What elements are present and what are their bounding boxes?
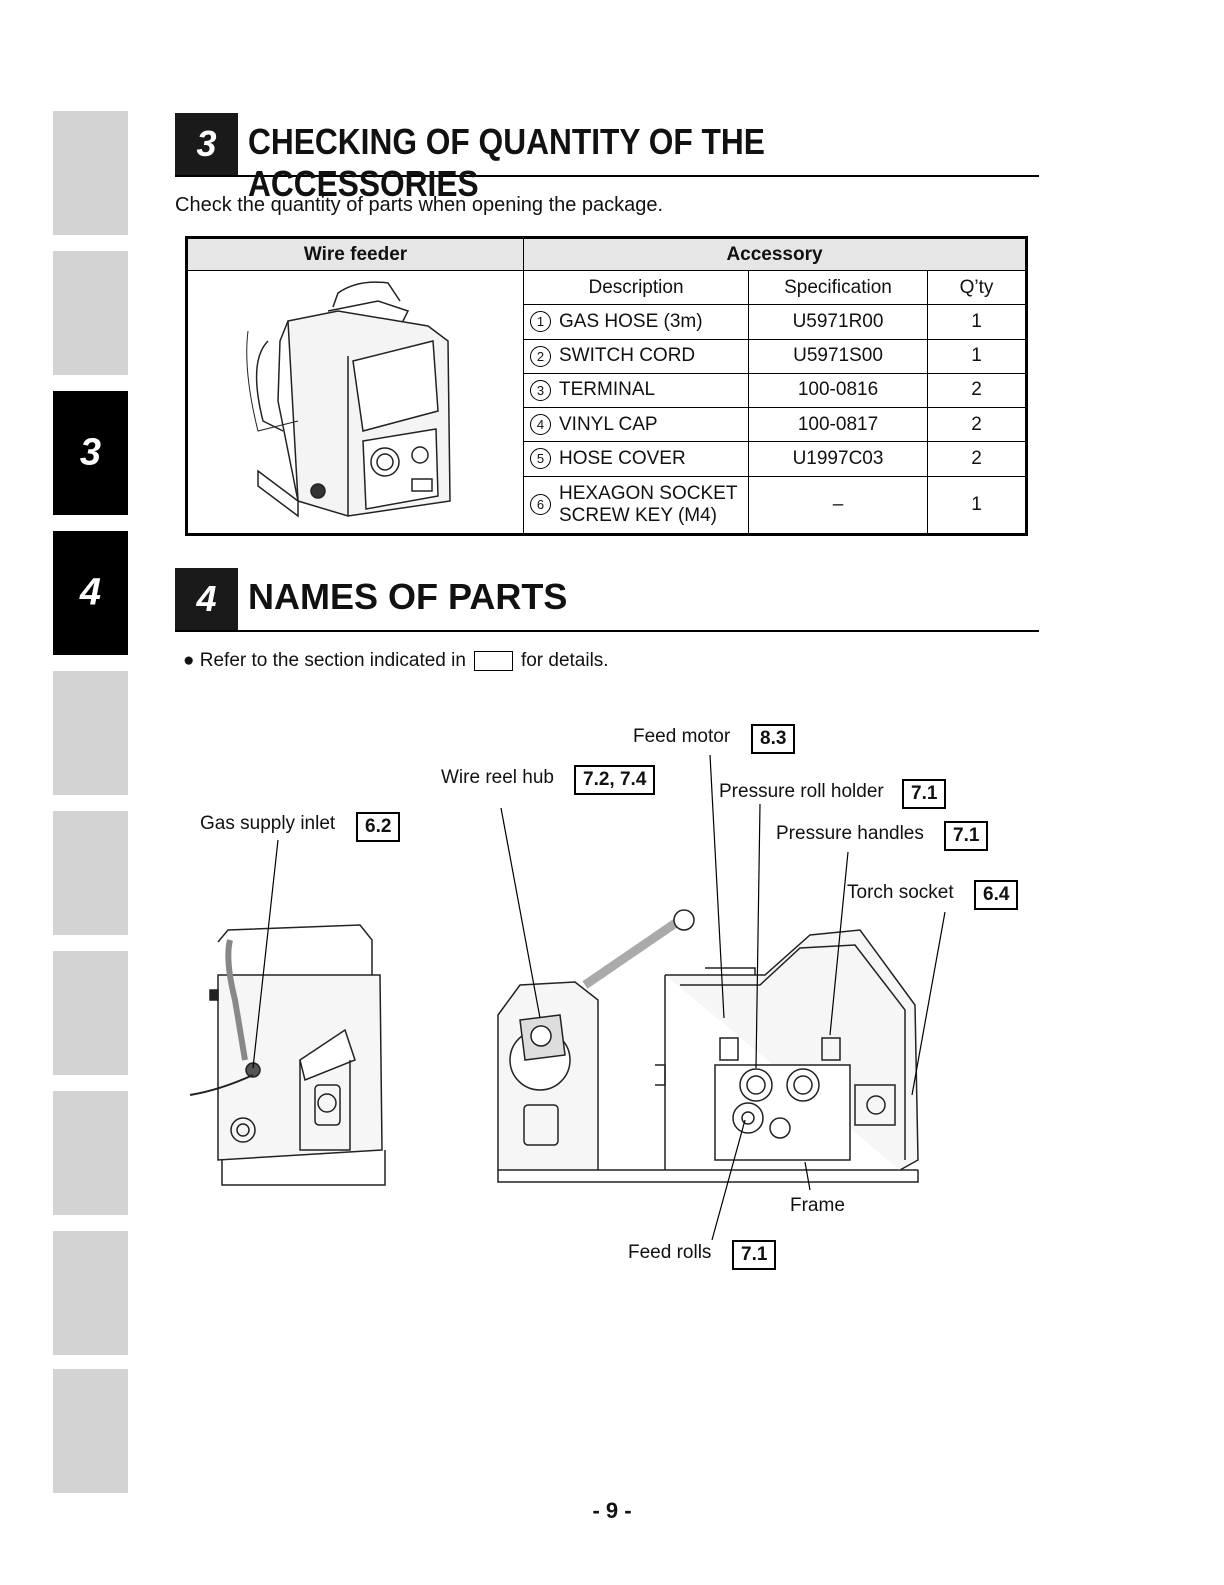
side-tab-label: 3 bbox=[79, 431, 102, 474]
section-title: CHECKING OF QUANTITY OF THE ACCESSORIES bbox=[248, 121, 765, 204]
part-label-feed-rolls: Feed rolls bbox=[628, 1242, 712, 1263]
part-ref-wire-reel-hub: 7.2, 7.4 bbox=[574, 765, 655, 795]
item-description-line1: HEXAGON SOCKET bbox=[559, 482, 738, 504]
item-spec: 100-0816 bbox=[749, 373, 928, 407]
part-label-feed-motor: Feed motor bbox=[633, 726, 731, 747]
item-description: TERMINAL bbox=[559, 379, 656, 401]
item-mark: 2 bbox=[530, 346, 551, 367]
bullet-icon: ● bbox=[183, 650, 195, 671]
item-description: GAS HOSE (3m) bbox=[559, 310, 703, 332]
item-mark: 6 bbox=[530, 494, 551, 515]
item-description: HOSE COVER bbox=[559, 447, 686, 469]
item-qty: 1 bbox=[928, 476, 1027, 535]
part-ref-gas-supply-inlet: 6.2 bbox=[356, 812, 400, 842]
page-number: - 9 - bbox=[592, 1498, 632, 1523]
header-accessory: Accessory bbox=[524, 238, 1027, 271]
side-view-drawing bbox=[190, 925, 385, 1185]
part-label-pressure-roll-holder: Pressure roll holder bbox=[719, 781, 884, 802]
section-number: 4 bbox=[175, 568, 238, 630]
item-qty: 2 bbox=[928, 373, 1027, 407]
item-spec: – bbox=[749, 476, 928, 535]
part-label-torch-socket: Torch socket bbox=[847, 882, 954, 903]
item-spec: 100-0817 bbox=[749, 408, 928, 442]
part-ref-feed-rolls: 7.1 bbox=[732, 1240, 776, 1270]
item-mark: 1 bbox=[530, 311, 551, 332]
item-spec: U1997C03 bbox=[749, 442, 928, 476]
part-ref-feed-motor: 8.3 bbox=[751, 724, 795, 754]
item-description: SWITCH CORD bbox=[559, 345, 696, 367]
item-mark: 3 bbox=[530, 380, 551, 401]
section-3-intro: Check the quantity of parts when opening the package. bbox=[175, 194, 664, 216]
part-label-gas-supply-inlet: Gas supply inlet bbox=[200, 813, 336, 834]
part-label-pressure-handles: Pressure handles bbox=[776, 823, 924, 844]
item-spec: U5971R00 bbox=[749, 305, 928, 339]
part-label-frame: Frame bbox=[790, 1195, 845, 1216]
item-description-line2: SCREW KEY (M4) bbox=[559, 504, 718, 526]
item-spec: U5971S00 bbox=[749, 339, 928, 373]
part-ref-pressure-roll-holder: 7.1 bbox=[902, 779, 946, 809]
note-after: for details. bbox=[520, 650, 609, 671]
item-qty: 1 bbox=[928, 339, 1027, 373]
item-description: VINYL CAP bbox=[559, 413, 658, 435]
note-before: Refer to the section indicated in bbox=[199, 650, 466, 671]
side-tab-label: 4 bbox=[79, 571, 102, 614]
col-description: Description bbox=[524, 271, 749, 305]
col-specification: Specification bbox=[749, 271, 928, 305]
item-qty: 1 bbox=[928, 305, 1027, 339]
item-mark: 4 bbox=[530, 414, 551, 435]
item-mark: 5 bbox=[530, 448, 551, 469]
item-qty: 2 bbox=[928, 442, 1027, 476]
part-ref-pressure-handles: 7.1 bbox=[944, 821, 988, 851]
front-view-drawing bbox=[498, 910, 918, 1182]
col-qty: Q’ty bbox=[928, 271, 1027, 305]
part-ref-torch-socket: 6.4 bbox=[974, 880, 1018, 910]
section-number: 3 bbox=[175, 113, 238, 175]
item-qty: 2 bbox=[928, 408, 1027, 442]
header-wire-feeder: Wire feeder bbox=[187, 238, 524, 271]
section-title: NAMES OF PARTS bbox=[248, 576, 568, 617]
part-label-wire-reel-hub: Wire reel hub bbox=[441, 767, 554, 788]
